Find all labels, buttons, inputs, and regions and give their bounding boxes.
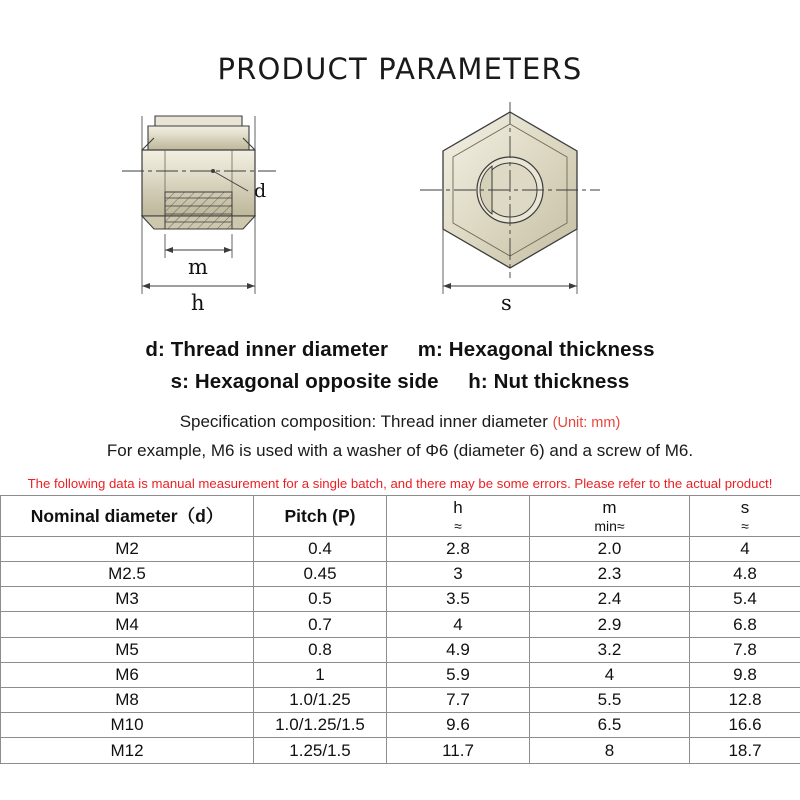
- nut-diagram: [0, 98, 800, 328]
- table-row: [1, 562, 800, 587]
- nut-top-view: [420, 102, 600, 315]
- cell-nominal-diameter: M10: [1, 713, 254, 738]
- header-s-label: s: [740, 498, 750, 518]
- header-s: [690, 495, 800, 536]
- cell-m: 2.0: [530, 536, 690, 561]
- spec-composition-note: [0, 408, 800, 435]
- cell-s: 4: [690, 536, 800, 561]
- cell-nominal-diameter: M12: [1, 738, 254, 763]
- cell-nominal-diameter: M8: [1, 688, 254, 713]
- table-row: [1, 587, 800, 612]
- cell-m: 2.9: [530, 612, 690, 637]
- table-row: [1, 612, 800, 637]
- cell-h: 7.7: [387, 688, 530, 713]
- svg-text:m: m: [188, 255, 208, 279]
- cell-nominal-diameter: M3: [1, 587, 254, 612]
- cell-m: 6.5: [530, 713, 690, 738]
- cell-pitch: 1: [254, 662, 387, 687]
- legend-m-label: m: Hexagonal thickness: [417, 338, 655, 361]
- cell-s: 4.8: [690, 562, 800, 587]
- cell-nominal-diameter: M5: [1, 637, 254, 662]
- legend-line-2: [0, 366, 800, 398]
- table-row: [1, 662, 800, 687]
- svg-text:d: d: [254, 180, 267, 202]
- cell-m: 2.3: [530, 562, 690, 587]
- header-m: [530, 495, 690, 536]
- cell-pitch: 1.0/1.25: [254, 688, 387, 713]
- cell-pitch: 0.5: [254, 587, 387, 612]
- cell-s: 18.7: [690, 738, 800, 763]
- svg-text:s: s: [501, 291, 512, 315]
- table-row: [1, 688, 800, 713]
- cell-s: 7.8: [690, 637, 800, 662]
- cell-nominal-diameter: M6: [1, 662, 254, 687]
- cell-nominal-diameter: M4: [1, 612, 254, 637]
- cell-pitch: 0.7: [254, 612, 387, 637]
- cell-m: 2.4: [530, 587, 690, 612]
- cell-h: 9.6: [387, 713, 530, 738]
- legend-block: [0, 334, 800, 398]
- header-m-sub: min≈: [594, 517, 625, 534]
- page-title: PRODUCT PARAMETERS: [217, 52, 583, 86]
- cell-s: 12.8: [690, 688, 800, 713]
- table-row: [1, 738, 800, 763]
- legend-line-1: [0, 334, 800, 366]
- table-header: [1, 495, 800, 536]
- unit-note: (Unit: mm): [552, 414, 621, 431]
- cell-h: 4: [387, 612, 530, 637]
- measurement-warning: The following data is manual measurement for a single batch, and there may be some errors. Please refer to the actual product!: [27, 475, 773, 491]
- header-m-label: m: [602, 498, 617, 518]
- cell-pitch: 0.4: [254, 536, 387, 561]
- legend-h-label: h: Nut thickness: [468, 369, 630, 393]
- table-header-row: [1, 495, 800, 536]
- cell-m: 8: [530, 738, 690, 763]
- example-note: For example, M6 is used with a washer of Φ6 (diameter 6) and a screw of M6.: [106, 440, 694, 460]
- specification-table: [0, 495, 800, 764]
- cell-h: 3.5: [387, 587, 530, 612]
- cell-h: 11.7: [387, 738, 530, 763]
- table-row: [1, 637, 800, 662]
- cell-pitch: 0.8: [254, 637, 387, 662]
- cell-m: 3.2: [530, 637, 690, 662]
- cell-m: 5.5: [530, 688, 690, 713]
- header-pitch: Pitch (P): [254, 495, 387, 536]
- cell-pitch: 1.25/1.5: [254, 738, 387, 763]
- legend-s-label: s: Hexagonal opposite side: [170, 369, 439, 393]
- cell-nominal-diameter: M2.5: [1, 562, 254, 587]
- cell-pitch: 1.0/1.25/1.5: [254, 713, 387, 738]
- cell-h: 2.8: [387, 536, 530, 561]
- cell-s: 6.8: [690, 612, 800, 637]
- header-h-sub: ≈: [454, 517, 462, 534]
- header-s-sub: ≈: [741, 517, 749, 534]
- cell-s: 16.6: [690, 713, 800, 738]
- svg-text:h: h: [191, 291, 205, 315]
- cell-h: 3: [387, 562, 530, 587]
- header-nominal-diameter: Nominal diameter（d）: [1, 495, 254, 536]
- table-row: [1, 536, 800, 561]
- nut-drawing-svg: [120, 98, 680, 323]
- cell-s: 5.4: [690, 587, 800, 612]
- cell-h: 4.9: [387, 637, 530, 662]
- cell-nominal-diameter: M2: [1, 536, 254, 561]
- header-h: [387, 495, 530, 536]
- legend-d-label: d: Thread inner diameter: [145, 338, 389, 361]
- table-body: [1, 536, 800, 763]
- cell-s: 9.8: [690, 662, 800, 687]
- spec-composition-text: Specification composition: Thread inner diameter: [179, 411, 548, 431]
- cell-pitch: 0.45: [254, 562, 387, 587]
- cell-h: 5.9: [387, 662, 530, 687]
- header-h-label: h: [453, 498, 463, 518]
- table-row: [1, 713, 800, 738]
- cell-m: 4: [530, 662, 690, 687]
- nut-side-view: [122, 116, 276, 315]
